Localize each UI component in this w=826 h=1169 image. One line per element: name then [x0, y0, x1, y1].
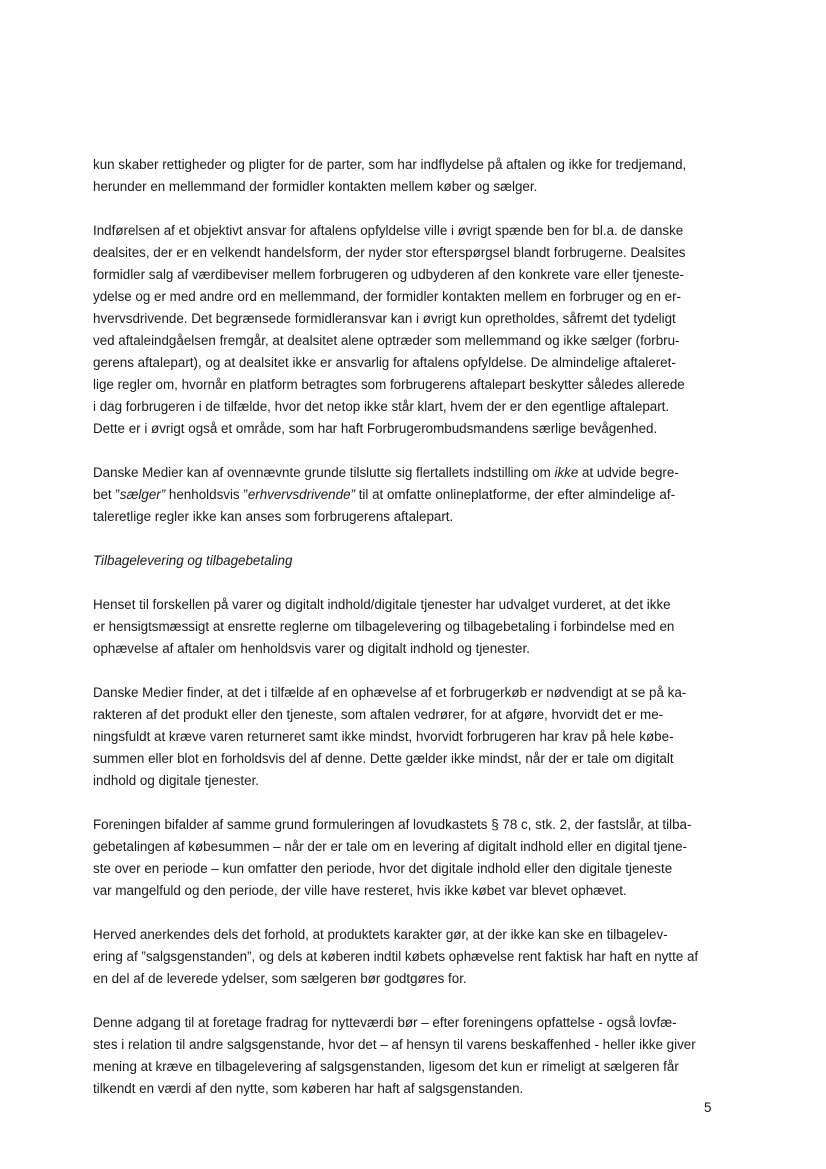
- text-line: taleretlige regler ikke kan anses som forbrugerens aftalepart.: [93, 509, 454, 524]
- text-line: rakteren af det produkt eller den tjeneste, som aftalen vedrører, for at afgøre, hvorvidt det er me-: [93, 707, 664, 722]
- text-line: Denne adgang til at foretage fradrag for nytteværdi bør – efter foreningens opfattelse - også lovfæ-: [93, 1015, 677, 1030]
- text-line: ningsfuldt at kræve varen returneret samt ikke mindst, hvorvidt forbrugeren har krav på hele købe-: [93, 729, 674, 744]
- paragraph-5: [93, 594, 727, 660]
- text-line: summen eller blot en forholdsvis del af denne. Dette gælder ikke mindst, når der er tale om digitalt: [93, 751, 674, 766]
- text-line: lige regler om, hvornår en platform betragtes som forbrugerens aftalepart beskytter således allerede: [93, 377, 685, 392]
- text-line: gebetalingen af købesummen – når der er tale om en levering af digitalt indhold eller en digital tjene-: [93, 839, 688, 854]
- text-line: indhold og digitale tjenester.: [93, 773, 260, 788]
- text-line: gerens aftalepart), og at dealsitet ikke er ansvarlig for aftalens opfyldelse. De almindelige aftaleret-: [93, 355, 676, 370]
- text-line: stes i relation til andre salgsgenstande, hvor det – af hensyn til varens beskaffenhed - heller ikke giver: [93, 1037, 696, 1052]
- paragraph-6: [93, 682, 727, 792]
- text-line: ved aftaleindgåelsen fremgår, at dealsitet alene optræder som mellemmand og ikke sælger (forbru-: [93, 333, 680, 348]
- text-segment: bet ”: [93, 487, 120, 502]
- text-line: ste over en periode – kun omfatter den periode, hvor det digitale indhold eller den digitale tjeneste: [93, 861, 673, 876]
- text-line: ering af ”salgsgenstanden”, og dels at køberen indtil købets ophævelse rent faktisk har haft en nytte af: [93, 949, 699, 964]
- emphasis-text: erhvervsdrivende”: [247, 487, 355, 502]
- text-line: Dette er i øvrigt også et område, som har haft Forbrugerombudsmandens særlige bevågenhed.: [93, 421, 658, 436]
- paragraph-7: [93, 814, 727, 902]
- document-body: [93, 154, 727, 1122]
- text-segment: henholdsvis ”: [165, 487, 248, 502]
- text-line: tilkendt en værdi af den nytte, som køberen har haft af salgsgenstanden.: [93, 1081, 524, 1096]
- text-line: [93, 484, 727, 506]
- text-line: en del af de leverede ydelser, som sælgeren bør godtgøres for.: [93, 971, 467, 986]
- section-heading: [93, 550, 727, 572]
- text-line: herunder en mellemmand der formidler kontakten mellem køber og sælger.: [93, 179, 538, 194]
- text-line: ophævelse af aftaler om henholdsvis varer og digitalt indhold og tjenester.: [93, 641, 530, 656]
- text-line: [93, 462, 727, 484]
- section-heading-text: Tilbagelevering og tilbagebetaling: [93, 553, 293, 568]
- text-line: Herved anerkendes dels det forhold, at produktets karakter gør, at der ikke kan ske en tilbagelev-: [93, 927, 668, 942]
- paragraph-9: [93, 1012, 727, 1100]
- emphasis-text: ikke: [554, 465, 579, 480]
- text-line: hvervsdrivende. Det begrænsede formidleransvar kan i øvrigt kun opretholdes, såfremt det tydeligt: [93, 311, 676, 326]
- paragraph-3: [93, 462, 727, 528]
- text-line: Henset til forskellen på varer og digitalt indhold/digitale tjenester har udvalget vurderet, at det ikke: [93, 597, 671, 612]
- text-line: ydelse og er med andre ord en mellemmand, der formidler kontakten mellem en forbruger og en er-: [93, 289, 681, 304]
- text-line: Indførelsen af et objektivt ansvar for aftalens opfyldelse ville i øvrigt spænde ben for bl.a. de danske: [93, 223, 684, 238]
- text-segment: til at omfatte onlineplatforme, der efter almindelige af-: [354, 487, 676, 502]
- text-line: mening at kræve en tilbagelevering af salgsgenstanden, ligesom det kun er rimeligt at sælgeren får: [93, 1059, 679, 1074]
- text-line: Danske Medier finder, at det i tilfælde af en ophævelse af et forbrugerkøb er nødvendigt at se på ka-: [93, 685, 687, 700]
- text-line: er hensigtsmæssigt at ensrette reglerne om tilbagelevering og tilbagebetaling i forbindelse med en: [93, 619, 675, 634]
- text-line: formidler salg af værdibeviser mellem forbrugeren og udbyderen af den konkrete vare eller tjeneste-: [93, 267, 684, 282]
- text-line: kun skaber rettigheder og pligter for de parter, som har indflydelse på aftalen og ikke for tredjemand,: [93, 157, 687, 172]
- page-number: 5: [704, 1100, 712, 1115]
- emphasis-text: sælger”: [119, 487, 166, 502]
- text-line: i dag forbrugeren i de tilfælde, hvor det netop ikke står klart, hvem der er den egentlige aftalepart.: [93, 399, 670, 414]
- text-segment: Danske Medier kan af ovennævnte grunde tilslutte sig flertallets indstilling om: [93, 465, 555, 480]
- text-line: var mangelfuld og den periode, der ville have resteret, hvis ikke købet var blevet ophævet.: [93, 883, 627, 898]
- text-line: Foreningen bifalder af samme grund formuleringen af lovudkastets § 78 c, stk. 2, der fastslår, at tilba-: [93, 817, 692, 832]
- text-segment: at udvide begre-: [578, 465, 679, 480]
- paragraph-1: [93, 154, 727, 198]
- text-line: dealsites, der er en velkendt handelsform, der nyder stor efterspørgsel blandt forbrugerne. Dealsites: [93, 245, 686, 260]
- paragraph-2: [93, 220, 727, 440]
- paragraph-8: [93, 924, 727, 990]
